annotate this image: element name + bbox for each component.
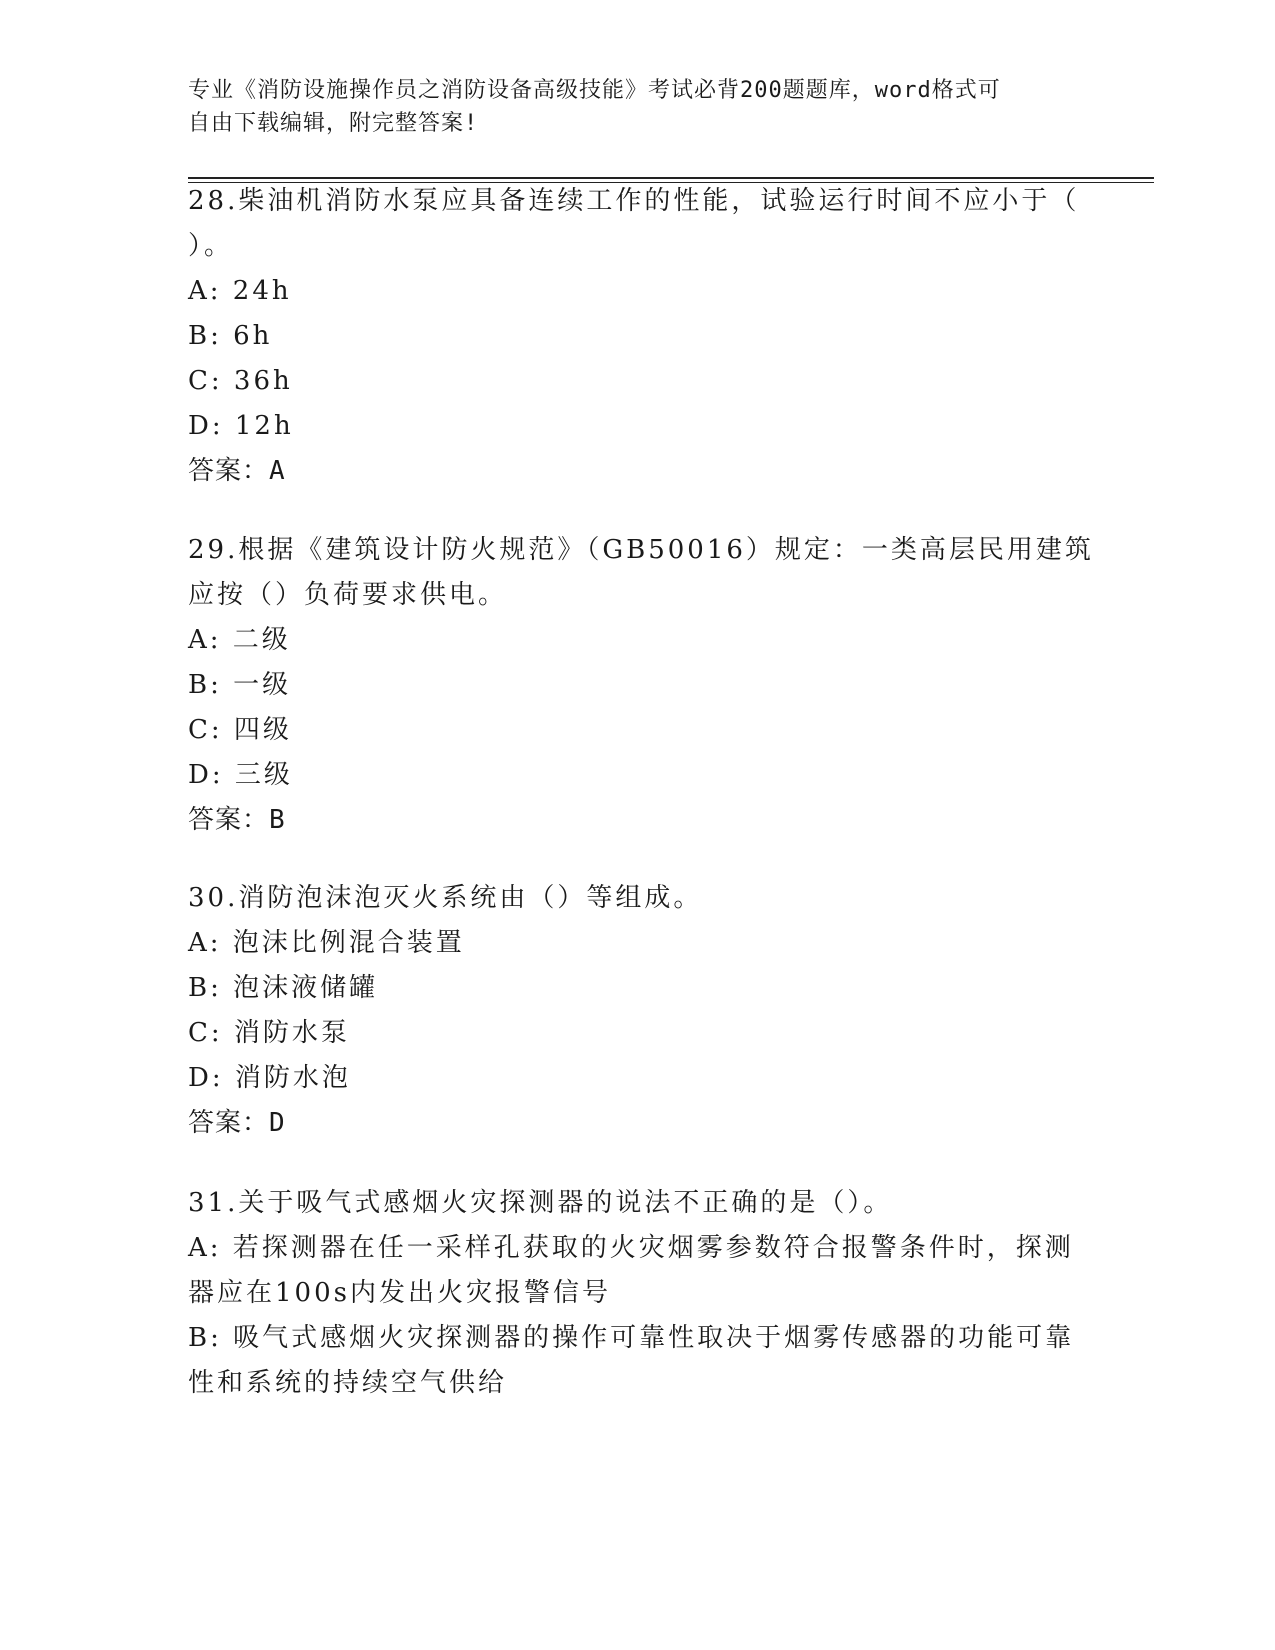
answer-label: 答案：A [188, 456, 286, 486]
question-stem: 29.根据《建筑设计防火规范》（GB50016）规定：一类高层民用建筑 [188, 535, 1094, 565]
header-line-2: 自由下载编辑，附完整答案! [188, 111, 479, 136]
option-a: A: 二级 [188, 625, 291, 655]
option-a: A: 若探测器在任一采样孔获取的火灾烟雾参数符合报警条件时，探测 [188, 1233, 1074, 1263]
option-c: C: 消防水泵 [188, 1018, 350, 1048]
header-line-1: 专业《消防设施操作员之消防设备高级技能》考试必背200题题库，word格式可 [188, 78, 1001, 103]
option-a: A: 24h [188, 276, 292, 306]
option-d: D: 三级 [188, 760, 293, 790]
question-31 [188, 1181, 1088, 1406]
question-stem: 28.柴油机消防水泵应具备连续工作的性能，试验运行时间不应小于（ [188, 186, 1080, 216]
question-stem: 应按（）负荷要求供电。 [188, 580, 508, 610]
question-stem: 31.关于吸气式感烟火灾探测器的说法不正确的是（）。 [188, 1188, 893, 1218]
question-28 [188, 179, 1088, 494]
question-30 [188, 876, 1088, 1146]
option-a-continued: 器应在100s内发出火灾报警信号 [188, 1278, 611, 1308]
question-29 [188, 528, 1094, 843]
option-a: A: 泡沫比例混合装置 [188, 928, 465, 958]
option-c: C: 36h [188, 366, 293, 396]
answer-label: 答案：D [188, 1108, 286, 1138]
option-d: D: 消防水泡 [188, 1063, 351, 1093]
option-b-continued: 性和系统的持续空气供给 [188, 1368, 508, 1398]
question-stem: ）。 [188, 231, 234, 261]
option-b: B: 吸气式感烟火灾探测器的操作可靠性取决于烟雾传感器的功能可靠 [188, 1323, 1075, 1353]
option-c: C: 四级 [188, 715, 292, 745]
option-b: B: 6h [188, 321, 273, 351]
question-stem: 30.消防泡沫泡灭火系统由（）等组成。 [188, 883, 703, 913]
option-b: B: 泡沫液储罐 [188, 973, 379, 1003]
answer-label: 答案：B [188, 805, 286, 835]
option-d: D: 12h [188, 411, 294, 441]
document-header [188, 74, 1068, 140]
option-b: B: 一级 [188, 670, 292, 700]
